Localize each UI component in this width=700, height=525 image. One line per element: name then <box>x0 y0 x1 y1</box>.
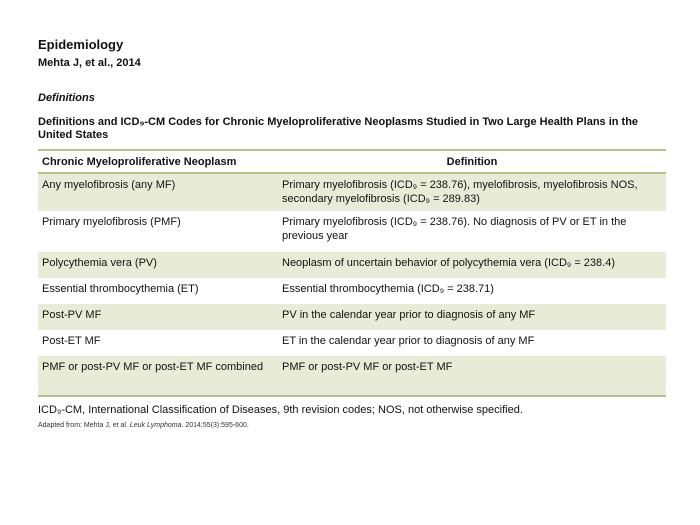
table-row <box>38 356 666 396</box>
neoplasm-cell: Essential thrombocythemia (ET) <box>42 283 199 295</box>
slide-title: Epidemiology <box>38 37 124 52</box>
source-prefix: Adapted from: Mehta J, et al. <box>38 422 128 429</box>
definition-cell: Essential thrombocythemia (ICD₉ = 238.71) <box>282 283 494 295</box>
neoplasm-cell: Polycythemia vera (PV) <box>38 252 278 278</box>
table-row <box>38 211 666 252</box>
column-header-neoplasm: Chronic Myeloproliferative Neoplasm <box>38 150 278 173</box>
source-details: . 2014;55(3):595-600. <box>181 422 249 429</box>
definition-cell: Neoplasm of uncertain behavior of polycythemia vera (ICD₉ = 238.4) <box>278 252 666 278</box>
source-journal: Leuk Lymphoma <box>129 422 182 429</box>
source-citation <box>38 422 249 429</box>
definition-cell: Primary myelofibrosis (ICD₉ = 238.76). No diagnosis of PV or ET in the previous year <box>282 216 627 242</box>
table-row <box>38 173 666 211</box>
neoplasm-cell: Any myelofibrosis (any MF) <box>38 173 278 211</box>
table-row <box>38 304 666 330</box>
neoplasm-cell: Post-ET MF <box>42 335 101 347</box>
column-header-definition: Definition <box>278 150 666 173</box>
definitions-table <box>38 149 666 397</box>
definition-cell: Primary myelofibrosis (ICD₉ = 238.76), myelofibrosis, myelofibrosis NOS, secondary myelofibrosis (ICD₉ = 289.83) <box>278 173 666 211</box>
definition-cell: ET in the calendar year prior to diagnosis of any MF <box>282 335 535 347</box>
table-header-row <box>38 150 666 173</box>
definition-cell: PV in the calendar year prior to diagnosis of any MF <box>278 304 666 330</box>
author-citation: Mehta J, et al., 2014 <box>38 57 141 69</box>
table-footnote: ICD₉-CM, International Classification of Diseases, 9th revision codes; NOS, not otherwise specified. <box>38 404 523 416</box>
table-row <box>38 252 666 278</box>
neoplasm-cell: PMF or post-PV MF or post-ET MF combined <box>38 356 278 396</box>
table-row <box>38 330 666 356</box>
definition-cell: PMF or post-PV MF or post-ET MF <box>278 356 666 396</box>
neoplasm-cell: Primary myelofibrosis (PMF) <box>42 216 181 228</box>
neoplasm-cell: Post-PV MF <box>38 304 278 330</box>
section-heading: Definitions <box>38 92 95 104</box>
table-title: Definitions and ICD₉-CM Codes for Chronic Myeloproliferative Neoplasms Studied in Two Large Health Plans in the United States <box>38 116 639 141</box>
table-row <box>38 278 666 304</box>
